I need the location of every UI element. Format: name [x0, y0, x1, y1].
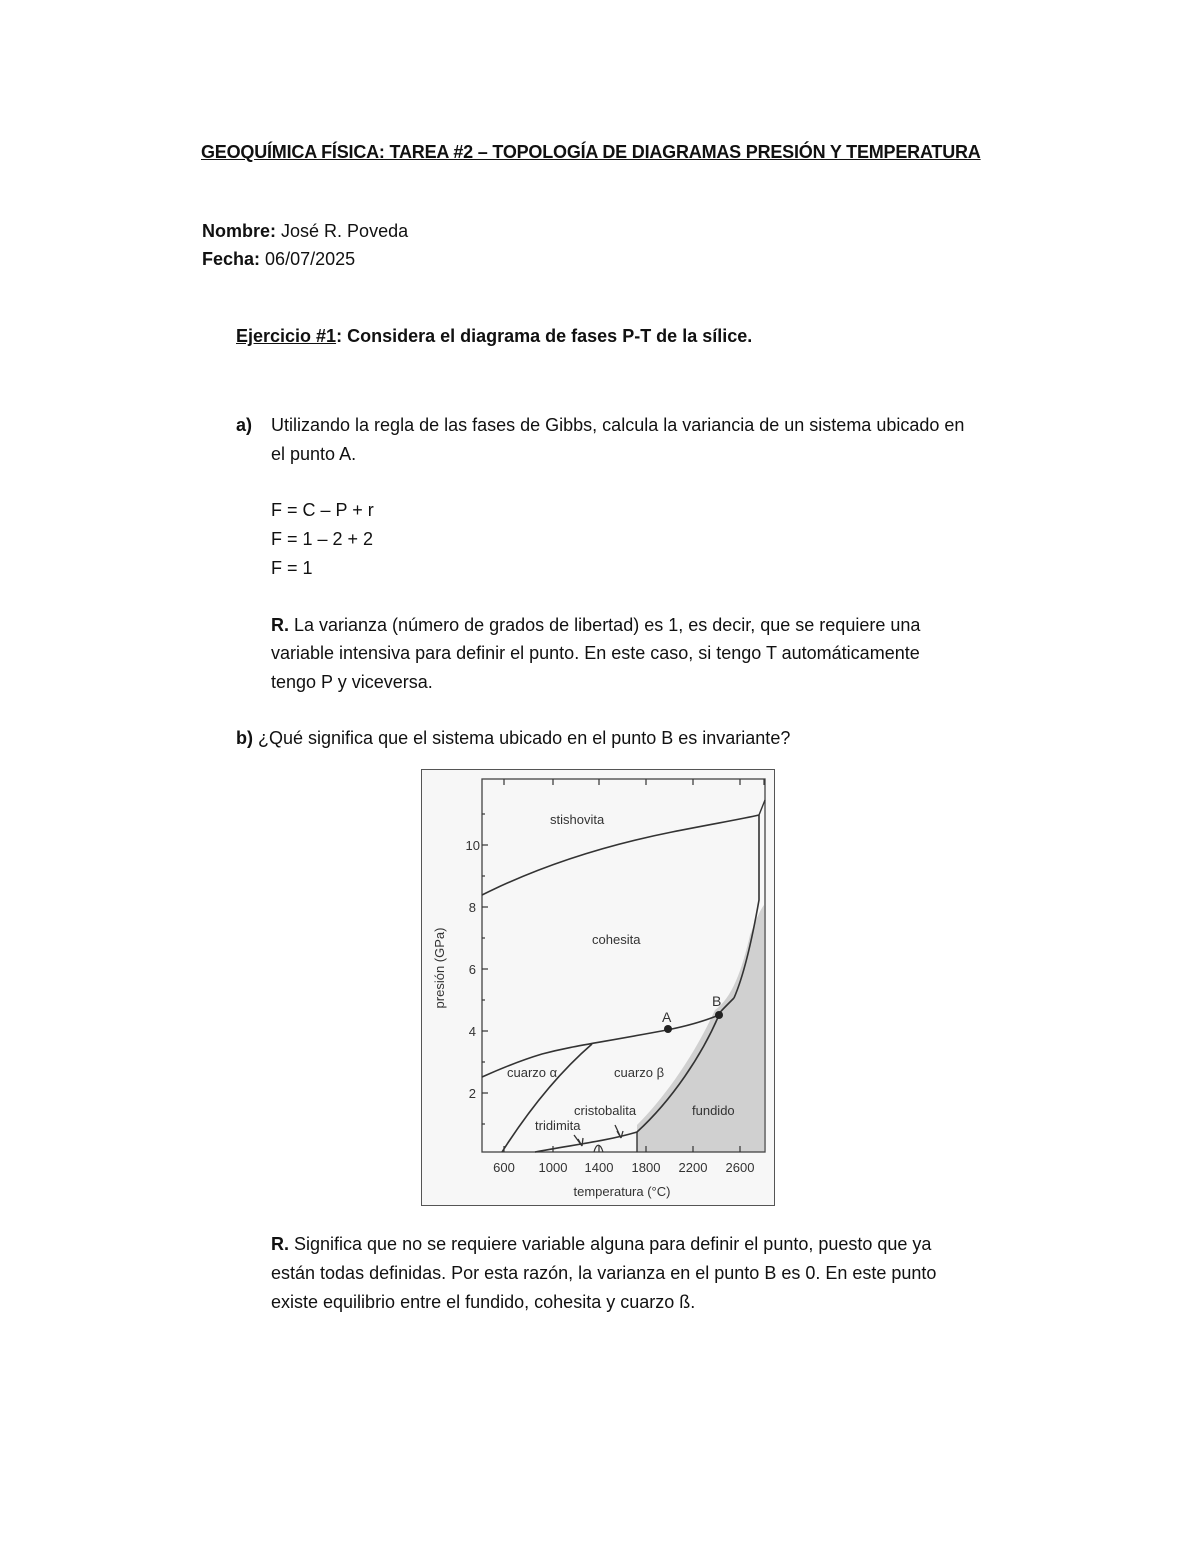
- region-label-cuarzo-beta: cuarzo β: [614, 1065, 665, 1080]
- exercise-label: Ejercicio #1: [236, 326, 337, 346]
- question-b-line: [236, 728, 790, 749]
- point-a-label: A: [662, 1009, 672, 1025]
- answer-a-label: R.: [271, 615, 289, 635]
- exercise-statement: : Considera el diagrama de fases P-T de la sílice.: [336, 326, 753, 346]
- x-tick-label: 2600: [725, 1160, 755, 1175]
- answer-a-line1: [271, 615, 920, 636]
- region-label-cuarzo-alpha: cuarzo α: [507, 1065, 558, 1080]
- x-tick-label: 1000: [538, 1160, 568, 1175]
- x-tick-label: 1400: [584, 1160, 614, 1175]
- point-a-marker: [664, 1025, 672, 1033]
- y-tick-label: 10: [465, 838, 480, 853]
- y-tick-label: 4: [468, 1024, 476, 1039]
- exercise-heading: [236, 326, 752, 347]
- alpha-beta-quartz-boundary: [502, 1044, 592, 1152]
- answer-b-label: R.: [271, 1234, 289, 1254]
- answer-b-line2: están todas definidas. Por esta razón, la varianza en el punto B es 0. En este punto: [271, 1263, 937, 1283]
- y-axis-title: presión (GPa): [432, 927, 447, 1009]
- point-b-marker: [715, 1011, 723, 1019]
- region-label-cristobalita: cristobalita: [574, 1103, 637, 1118]
- date-value: 06/07/2025: [265, 249, 356, 269]
- region-label-fundido: fundido: [692, 1103, 735, 1118]
- question-a-line1: Utilizando la regla de las fases de Gibbs, calcula la variancia de un sistema ubicado en: [271, 415, 965, 435]
- question-a-line2: el punto A.: [271, 444, 357, 464]
- y-tick-label: 8: [468, 900, 476, 915]
- date-line: [202, 249, 355, 270]
- silica-phase-diagram: [421, 769, 775, 1206]
- region-label-stishovita: stishovita: [550, 812, 605, 827]
- y-tick-label: 6: [468, 962, 476, 977]
- page-title: GEOQUÍMICA FÍSICA: TAREA #2 – TOPOLOGÍA DE DIAGRAMAS PRESIÓN Y TEMPERATURA: [201, 142, 981, 162]
- x-tick-label: 1800: [631, 1160, 661, 1175]
- y-tick-label: 2: [468, 1086, 476, 1101]
- x-tick-label: 600: [493, 1160, 515, 1175]
- answer-b-text: Significa que no se requiere variable alguna para definir el punto, puesto que ya: [289, 1234, 932, 1254]
- answer-a-text: La varianza (número de grados de libertad) es 1, es decir, que se requiere una: [289, 615, 921, 635]
- name-value: José R. Poveda: [281, 221, 409, 241]
- stishovite-melt-top: [759, 800, 765, 815]
- name-label: Nombre:: [202, 221, 277, 241]
- answer-b-line3: existe equilibrio entre el fundido, cohesita y cuarzo ß.: [271, 1292, 696, 1312]
- answer-b-line1: [271, 1234, 931, 1255]
- point-b-label: B: [712, 993, 722, 1009]
- question-b-text: ¿Qué significa que el sistema ubicado en el punto B es invariante?: [258, 728, 791, 748]
- y-axis-ticks: [482, 814, 488, 1124]
- region-label-tridimita: tridimita: [535, 1118, 581, 1133]
- name-line: [202, 221, 408, 242]
- stishovite-coesite-boundary: [482, 815, 759, 895]
- region-label-cohesita: cohesita: [592, 932, 641, 947]
- question-a-marker: a): [236, 415, 253, 435]
- equation-3: F = 1: [271, 558, 313, 578]
- date-label: Fecha:: [202, 249, 261, 269]
- answer-a-line2: variable intensiva para definir el punto. En este caso, si tengo T automáticamente: [271, 643, 920, 663]
- question-b-marker: b): [236, 728, 253, 748]
- equation-2: F = 1 – 2 + 2: [271, 529, 374, 549]
- equation-1: F = C – P + r: [271, 500, 374, 520]
- x-tick-label: 2200: [678, 1160, 708, 1175]
- answer-a-line3: tengo P y viceversa.: [271, 672, 433, 692]
- x-axis-title: temperatura (°C): [573, 1184, 671, 1199]
